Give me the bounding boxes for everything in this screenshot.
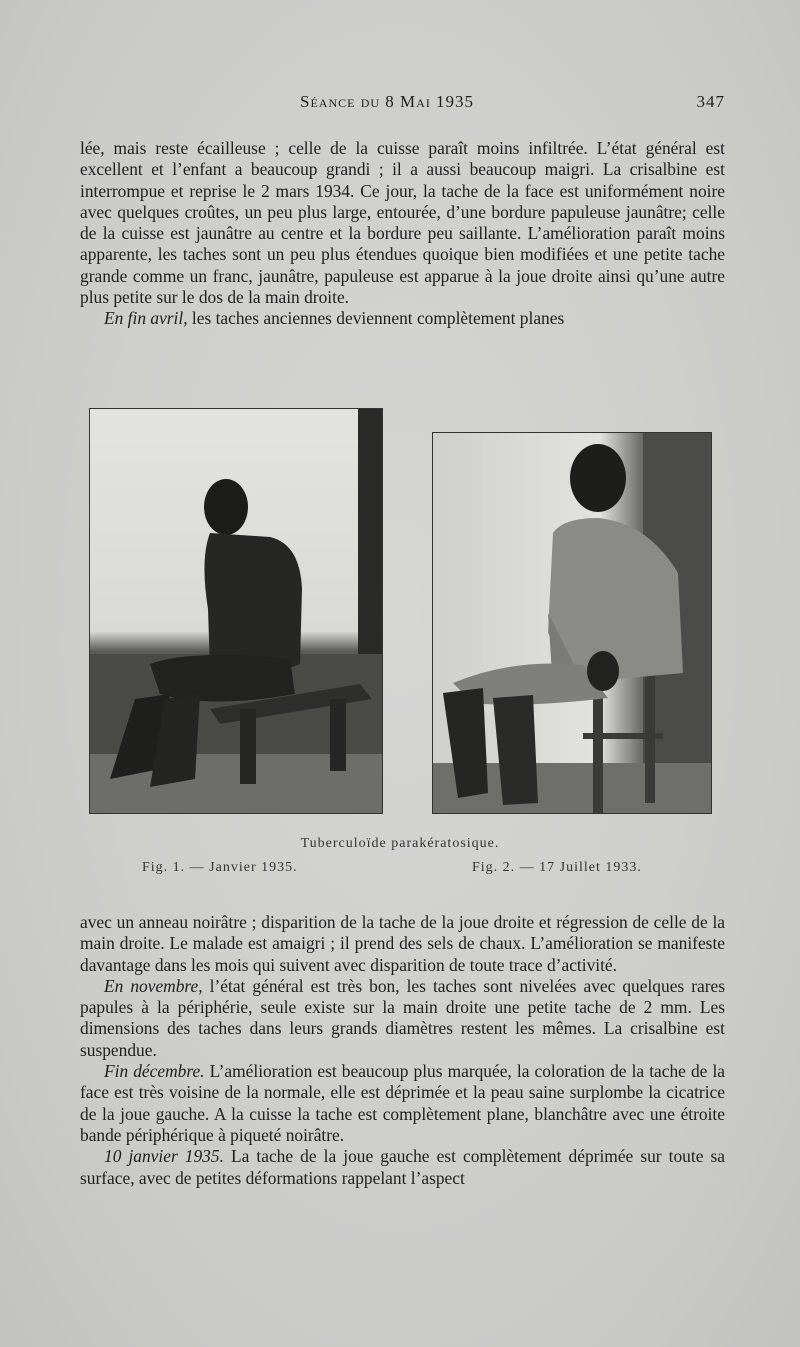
date-lead: 10 janvier 1935. — [104, 1146, 224, 1167]
figure-2-label: Fig. 2. — 17 Juillet 1933. — [472, 860, 642, 875]
paragraph-continued-bottom: avec un anneau noirâtre ; disparition de la tache de la joue droite et régression de celle de la main droite. Le malade est amaigri ; il prend des sels de chaux. L’amélioration se manifeste davantage dans les mois qui suivent avec disparition de toute trace d’activité. — [80, 912, 725, 975]
paragraph-novembre — [80, 976, 725, 1061]
figure-2-photo — [432, 432, 712, 814]
figure-caption: Tuberculoïde parakératosique. — [300, 836, 500, 851]
paragraph-text: les taches anciennes deviennent complètement planes — [187, 308, 565, 329]
date-lead: En fin avril, — [104, 308, 188, 329]
top-text-block — [80, 138, 725, 330]
paragraph-decembre — [80, 1061, 725, 1146]
date-lead: En novembre, — [104, 975, 203, 996]
paragraph-text: l’état général est très bon, les taches sont nivelées avec quelques rares papules à la périphérie, seule existe sur la main droite une petite tache de 2 mm. Les dimensions des taches dans leurs grands diamètres restent les mêmes. La crisalbine est suspendue. — [80, 975, 725, 1060]
running-header — [80, 92, 725, 116]
paragraph-text: La tache de la joue gauche est complètement déprimée sur toute sa surface, avec de petites déformations rappelant l’aspect — [80, 1146, 725, 1188]
paragraph-janvier — [80, 1146, 725, 1189]
bottom-text-block — [80, 912, 725, 1189]
seated-boy-stool-image — [90, 409, 382, 813]
seated-boy-chair-image — [433, 433, 711, 813]
figure-1-photo — [89, 408, 383, 814]
paragraph-fin-avril — [80, 308, 725, 329]
paragraph-continued: lée, mais reste écailleuse ; celle de la cuisse paraît moins infiltrée. L’état général est excellent et l’enfant a beaucoup grandi ; il a aussi beaucoup maigri. La crisalbine est interrompue et reprise le 2 mars 1934. Ce jour, la tache de la face est uniformément noire avec quelques croûtes, un peu plus large, entourée, d’une bordure papuleuse jaunâtre; celle de la cuisse est jaunâtre au centre et la bordure peu saillante. L’amélioration paraît moins apparente, les taches sont un peu plus étendues quoique bien modifiées et une petite tache grande comme un franc, jaunâtre, papuleuse est apparue à la joue droite ainsi qu’une autre plus petite sur le dos de la main droite. — [80, 138, 725, 308]
paragraph-text: L’amélioration est beaucoup plus marquée, la coloration de la tache de la face est très voisine de la normale, elle est déprimée et la peau saine surplombe la cicatrice de la joue gauche. A la cuisse la tache est complètement plane, blanchâtre avec une étroite bande périphérique à piqueté noirâtre. — [80, 1061, 725, 1145]
page-number: 347 — [696, 92, 725, 111]
date-lead: Fin décembre. — [104, 1061, 205, 1082]
figure-1-label: Fig. 1. — Janvier 1935. — [142, 860, 298, 875]
header-title: Séance du 8 Mai 1935 — [300, 92, 475, 111]
